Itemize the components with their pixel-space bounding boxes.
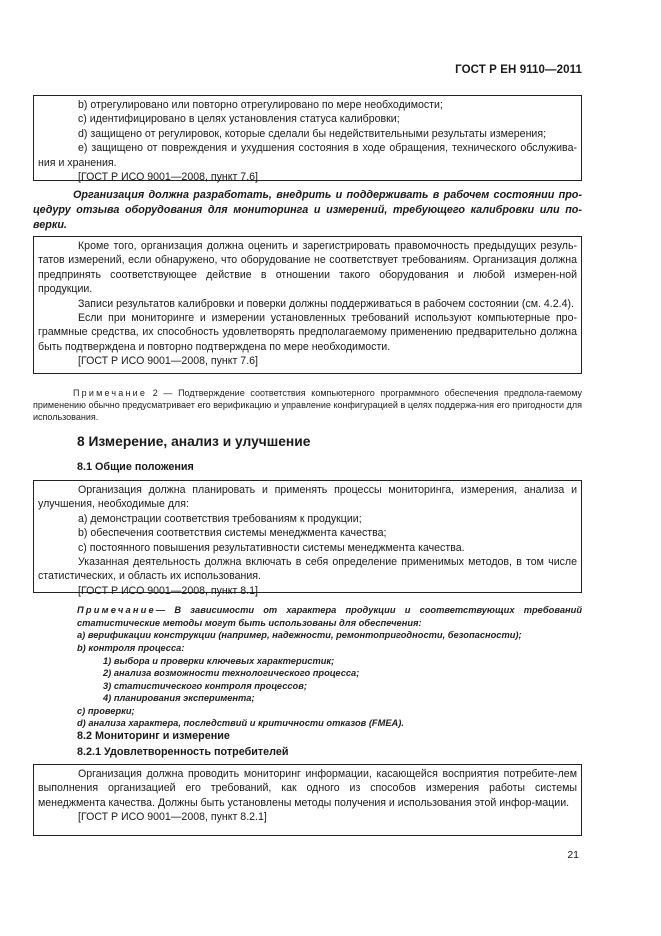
list-item: d) анализа характера, последствий и критичности отказов (FMEA). xyxy=(77,718,404,728)
requirement-box-7-6 xyxy=(33,236,582,374)
statistical-methods-note xyxy=(77,604,582,629)
paragraph: Организация должна проводить мониторинг информации, касающейся восприятия потребите-лем выполнения организацией его требований, как одного из способов измерения работы системы менеджмента качества. Должны быть установлены методы получения и использования этой инфор-мации. xyxy=(38,768,577,809)
reference: [ГОСТ Р ИСО 9001—2008, пункт 7.6] xyxy=(78,171,258,184)
sub-list-item: 3) статистического контроля процессов; xyxy=(103,681,307,691)
supplementary-requirement: Организация должна разработать, внедрить и поддерживать в рабочем состоянии про-цедуру отзыва оборудования для мониторинга и измерений, требующего калибровки или по-верки. xyxy=(33,189,582,231)
paragraph: Если при мониторинге и измерении установленных требований используют компьютерные про-граммные средства, их способность удовлетворять предполагаемому применению предварительно должна быть подтверждена и повторно подтверждена по мере необходимости. xyxy=(38,312,577,353)
list-item: b) обеспечения соответствия системы менеджмента качества; xyxy=(78,527,387,540)
sub-list-item: 4) планирования эксперимента; xyxy=(103,693,255,703)
reference: [ГОСТ Р ИСО 9001—2008, пункт 8.2.1] xyxy=(78,811,267,824)
requirement-box-7-6-continued xyxy=(33,95,582,184)
list-item: e) защищено от повреждения и ухудшения состояния в ходе обращения, технического обслужива-ния и хранения. xyxy=(38,142,577,169)
reference: [ГОСТ Р ИСО 9001—2008, пункт 7.6] xyxy=(78,355,258,368)
note-2 xyxy=(33,387,582,424)
sub-list-item: 2) анализа возможности технологического процесса; xyxy=(103,668,360,678)
note-text: 2 — Подтверждение соответствия компьютерного программного обеспечения предпола-гаемому применению обычно предусматривает его верификацию и управление конфигурацией в целях поддержа-ния его пригодности для использования. xyxy=(33,388,582,423)
sub-list-item: 1) выбора и проверки ключевых характеристик; xyxy=(103,656,335,666)
page-number: 21 xyxy=(567,849,579,861)
list-item: c) постоянного повышения результативности системы менеджмента качества. xyxy=(78,541,465,554)
paragraph: Организация должна планировать и применять процессы мониторинга, измерения, анализа и улучшения, необходимые для: xyxy=(38,484,577,511)
list-item: b) контроля процесса: xyxy=(77,643,185,653)
note-label: Примечание xyxy=(77,605,156,615)
list-item: a) демонстрации соответствия требованиям к продукции; xyxy=(78,512,362,525)
requirement-box-8-1 xyxy=(33,480,582,597)
note-label: Примечание xyxy=(73,388,148,398)
list-item: b) отрегулировано или повторно отрегулировано по мере необходимости; xyxy=(78,99,443,111)
list-item: c) проверки; xyxy=(77,706,135,716)
paragraph: Кроме того, организация должна оценить и зарегистрировать правомочность предыдущих резуль-татов измерений, если обнаружено, что оборудование не соответствует требованиям. Организация должна предпринять соответствующее действие в отношении такого оборудования и любой измерен-ной продукции. xyxy=(38,240,577,296)
paragraph: Записи результатов калибровки и поверки должны поддерживаться в рабочем состоянии (см. 4.2.4). xyxy=(78,297,574,310)
section-8-1-heading: 8.1 Общие положения xyxy=(77,461,194,473)
note-text: — В зависимости от характера продукции и соответствующих требований статистические методы могут быть использованы для обеспечения: xyxy=(77,605,582,628)
list-item: c) идентифицировано в целях установления статуса калибровки; xyxy=(78,113,400,126)
document-header: ГОСТ Р ЕН 9110—2011 xyxy=(455,64,582,76)
list-item: a) верификации конструкции (например, надежности, ремонтопригодности, безопасности); xyxy=(77,630,522,640)
requirement-box-8-2-1 xyxy=(33,764,582,836)
section-8-2-1-heading: 8.2.1 Удовлетворенность потребителей xyxy=(77,746,289,758)
section-8-2-heading: 8.2 Мониторинг и измерение xyxy=(77,730,230,742)
section-8-heading: 8 Измерение, анализ и улучшение xyxy=(77,434,311,449)
reference: [ГОСТ Р ИСО 9001—2008, пункт 8.1] xyxy=(78,584,258,597)
paragraph: Указанная деятельность должна включать в себя определение применимых методов, в том числе статистических, и область их использования. xyxy=(38,556,577,583)
list-item: d) защищено от регулировок, которые сделали бы недействительными результаты измерения; xyxy=(78,127,547,140)
